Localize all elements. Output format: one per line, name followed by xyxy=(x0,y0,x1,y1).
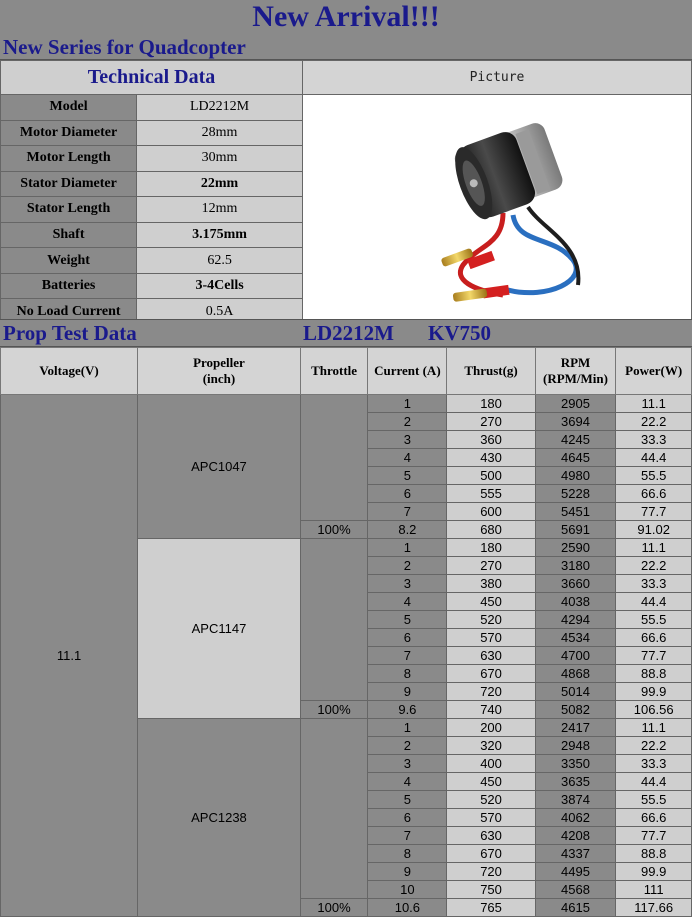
power-cell: 66.6 xyxy=(616,629,692,647)
thrust-cell: 570 xyxy=(447,809,535,827)
power-cell: 44.4 xyxy=(616,593,692,611)
rpm-cell: 3874 xyxy=(535,791,616,809)
thrust-cell: 520 xyxy=(447,791,535,809)
thrust-cell: 360 xyxy=(447,431,535,449)
rpm-cell: 4645 xyxy=(535,449,616,467)
spec-label: Batteries xyxy=(1,273,137,299)
rpm-cell: 2948 xyxy=(535,737,616,755)
rpm-cell: 4980 xyxy=(535,467,616,485)
spec-label: Motor Length xyxy=(1,146,137,172)
current-cell: 1 xyxy=(368,539,447,557)
propeller-cell: APC1238 xyxy=(138,719,301,917)
current-cell: 2 xyxy=(368,557,447,575)
current-cell: 8 xyxy=(368,845,447,863)
thrust-cell: 720 xyxy=(447,863,535,881)
spec-label: Shaft xyxy=(1,222,137,248)
current-cell: 4 xyxy=(368,773,447,791)
rpm-cell: 3660 xyxy=(535,575,616,593)
power-cell: 33.3 xyxy=(616,431,692,449)
rpm-cell: 3694 xyxy=(535,413,616,431)
power-cell: 55.5 xyxy=(616,791,692,809)
propeller-cell: APC1147 xyxy=(138,539,301,719)
col-propeller xyxy=(138,348,301,395)
picture-heading: Picture xyxy=(302,61,691,95)
power-cell: 66.6 xyxy=(616,809,692,827)
spec-label: Motor Diameter xyxy=(1,120,137,146)
power-cell: 11.1 xyxy=(616,539,692,557)
power-cell: 22.2 xyxy=(616,413,692,431)
spec-value: 12mm xyxy=(137,197,303,223)
rpm-cell: 4062 xyxy=(535,809,616,827)
thrust-cell: 380 xyxy=(447,575,535,593)
technical-data-heading: Technical Data xyxy=(1,61,303,95)
prop-test-heading: Prop Test Data xyxy=(3,321,137,345)
thrust-cell: 750 xyxy=(447,881,535,899)
current-cell: 8 xyxy=(368,665,447,683)
rpm-cell: 5451 xyxy=(535,503,616,521)
power-cell: 33.3 xyxy=(616,755,692,773)
rpm-cell: 2417 xyxy=(535,719,616,737)
current-cell: 9 xyxy=(368,863,447,881)
rpm-cell: 4868 xyxy=(535,665,616,683)
current-cell: 3 xyxy=(368,575,447,593)
rpm-cell: 2590 xyxy=(535,539,616,557)
current-cell: 1 xyxy=(368,395,447,413)
current-cell: 10.6 xyxy=(368,899,447,917)
col-power: Power(W) xyxy=(616,348,692,395)
power-cell: 55.5 xyxy=(616,611,692,629)
col-current: Current (A) xyxy=(368,348,447,395)
spec-label: Weight xyxy=(1,248,137,274)
current-cell: 6 xyxy=(368,485,447,503)
rpm-cell: 5691 xyxy=(535,521,616,539)
thrust-cell: 450 xyxy=(447,593,535,611)
throttle-cell: 100% xyxy=(300,521,367,539)
spec-value: 62.5 xyxy=(137,248,303,274)
thrust-cell: 180 xyxy=(447,539,535,557)
voltage-cell: 11.1 xyxy=(1,395,138,917)
power-cell: 11.1 xyxy=(616,395,692,413)
current-cell: 2 xyxy=(368,737,447,755)
power-cell: 22.2 xyxy=(616,737,692,755)
spec-value: LD2212M xyxy=(137,95,303,121)
spec-value: 3-4Cells xyxy=(137,273,303,299)
current-cell: 8.2 xyxy=(368,521,447,539)
power-cell: 91.02 xyxy=(616,521,692,539)
table-row xyxy=(1,395,692,413)
thrust-cell: 670 xyxy=(447,845,535,863)
power-cell: 44.4 xyxy=(616,449,692,467)
spec-label: Model xyxy=(1,95,137,121)
power-cell: 111 xyxy=(616,881,692,899)
page-title: New Arrival!!! xyxy=(0,0,692,35)
thrust-cell: 200 xyxy=(447,719,535,737)
throttle-cell xyxy=(300,539,367,701)
current-cell: 7 xyxy=(368,647,447,665)
power-cell: 99.9 xyxy=(616,863,692,881)
thrust-cell: 630 xyxy=(447,827,535,845)
current-cell: 4 xyxy=(368,449,447,467)
thrust-cell: 270 xyxy=(447,557,535,575)
current-cell: 1 xyxy=(368,719,447,737)
power-cell: 77.7 xyxy=(616,827,692,845)
motor-image xyxy=(303,95,691,319)
current-cell: 6 xyxy=(368,809,447,827)
current-cell: 5 xyxy=(368,791,447,809)
rpm-cell: 5228 xyxy=(535,485,616,503)
prop-test-kv: KV750 xyxy=(428,321,491,345)
power-cell: 88.8 xyxy=(616,665,692,683)
thrust-cell: 430 xyxy=(447,449,535,467)
thrust-cell: 765 xyxy=(447,899,535,917)
throttle-cell xyxy=(300,395,367,521)
current-cell: 5 xyxy=(368,611,447,629)
thrust-cell: 680 xyxy=(447,521,535,539)
propeller-cell: APC1047 xyxy=(138,395,301,539)
col-rpm xyxy=(535,348,616,395)
rpm-cell: 4208 xyxy=(535,827,616,845)
thrust-cell: 720 xyxy=(447,683,535,701)
page-subtitle: New Series for Quadcopter xyxy=(0,34,692,60)
current-cell: 9.6 xyxy=(368,701,447,719)
rpm-cell: 5082 xyxy=(535,701,616,719)
spec-label: Stator Diameter xyxy=(1,171,137,197)
thrust-cell: 450 xyxy=(447,773,535,791)
thrust-cell: 270 xyxy=(447,413,535,431)
thrust-cell: 520 xyxy=(447,611,535,629)
rpm-cell: 4038 xyxy=(535,593,616,611)
rpm-cell: 4495 xyxy=(535,863,616,881)
thrust-cell: 320 xyxy=(447,737,535,755)
technical-data-table xyxy=(0,60,692,325)
prop-test-header xyxy=(0,319,692,347)
rpm-cell: 4294 xyxy=(535,611,616,629)
rpm-cell: 3635 xyxy=(535,773,616,791)
power-cell: 55.5 xyxy=(616,467,692,485)
rpm-cell: 5014 xyxy=(535,683,616,701)
spec-value: 0.5A xyxy=(137,299,303,325)
throttle-cell: 100% xyxy=(300,701,367,719)
thrust-cell: 400 xyxy=(447,755,535,773)
current-cell: 3 xyxy=(368,431,447,449)
spec-value: 3.175mm xyxy=(137,222,303,248)
thrust-cell: 670 xyxy=(447,665,535,683)
col-propeller-label: Propeller (inch) xyxy=(193,355,245,386)
thrust-cell: 630 xyxy=(447,647,535,665)
spec-row xyxy=(1,95,692,121)
power-cell: 44.4 xyxy=(616,773,692,791)
rpm-cell: 3180 xyxy=(535,557,616,575)
prop-test-header-row xyxy=(1,348,692,395)
power-cell: 77.7 xyxy=(616,503,692,521)
spec-value: 30mm xyxy=(137,146,303,172)
rpm-cell: 3350 xyxy=(535,755,616,773)
spec-label: Stator Length xyxy=(1,197,137,223)
thrust-cell: 500 xyxy=(447,467,535,485)
rpm-cell: 4700 xyxy=(535,647,616,665)
current-cell: 7 xyxy=(368,503,447,521)
rpm-cell: 2905 xyxy=(535,395,616,413)
current-cell: 6 xyxy=(368,629,447,647)
rpm-cell: 4568 xyxy=(535,881,616,899)
col-thrust: Thrust(g) xyxy=(447,348,535,395)
spec-value: 28mm xyxy=(137,120,303,146)
power-cell: 22.2 xyxy=(616,557,692,575)
power-cell: 117.66 xyxy=(616,899,692,917)
col-voltage: Voltage(V) xyxy=(1,348,138,395)
current-cell: 4 xyxy=(368,593,447,611)
motor-picture xyxy=(302,95,691,325)
power-cell: 66.6 xyxy=(616,485,692,503)
thrust-cell: 600 xyxy=(447,503,535,521)
current-cell: 2 xyxy=(368,413,447,431)
current-cell: 10 xyxy=(368,881,447,899)
current-cell: 9 xyxy=(368,683,447,701)
rpm-cell: 4615 xyxy=(535,899,616,917)
rpm-cell: 4337 xyxy=(535,845,616,863)
throttle-cell xyxy=(300,719,367,899)
thrust-cell: 555 xyxy=(447,485,535,503)
col-rpm-label: RPM (RPM/Min) xyxy=(543,355,608,386)
prop-test-model: LD2212M xyxy=(303,321,394,345)
current-cell: 7 xyxy=(368,827,447,845)
spec-label: No Load Current xyxy=(1,299,137,325)
thrust-cell: 570 xyxy=(447,629,535,647)
power-cell: 106.56 xyxy=(616,701,692,719)
rpm-cell: 4534 xyxy=(535,629,616,647)
throttle-cell: 100% xyxy=(300,899,367,917)
thrust-cell: 740 xyxy=(447,701,535,719)
power-cell: 77.7 xyxy=(616,647,692,665)
col-throttle: Throttle xyxy=(300,348,367,395)
power-cell: 88.8 xyxy=(616,845,692,863)
prop-test-table xyxy=(0,347,692,917)
power-cell: 33.3 xyxy=(616,575,692,593)
spec-value: 22mm xyxy=(137,171,303,197)
power-cell: 11.1 xyxy=(616,719,692,737)
current-cell: 5 xyxy=(368,467,447,485)
thrust-cell: 180 xyxy=(447,395,535,413)
power-cell: 99.9 xyxy=(616,683,692,701)
rpm-cell: 4245 xyxy=(535,431,616,449)
current-cell: 3 xyxy=(368,755,447,773)
